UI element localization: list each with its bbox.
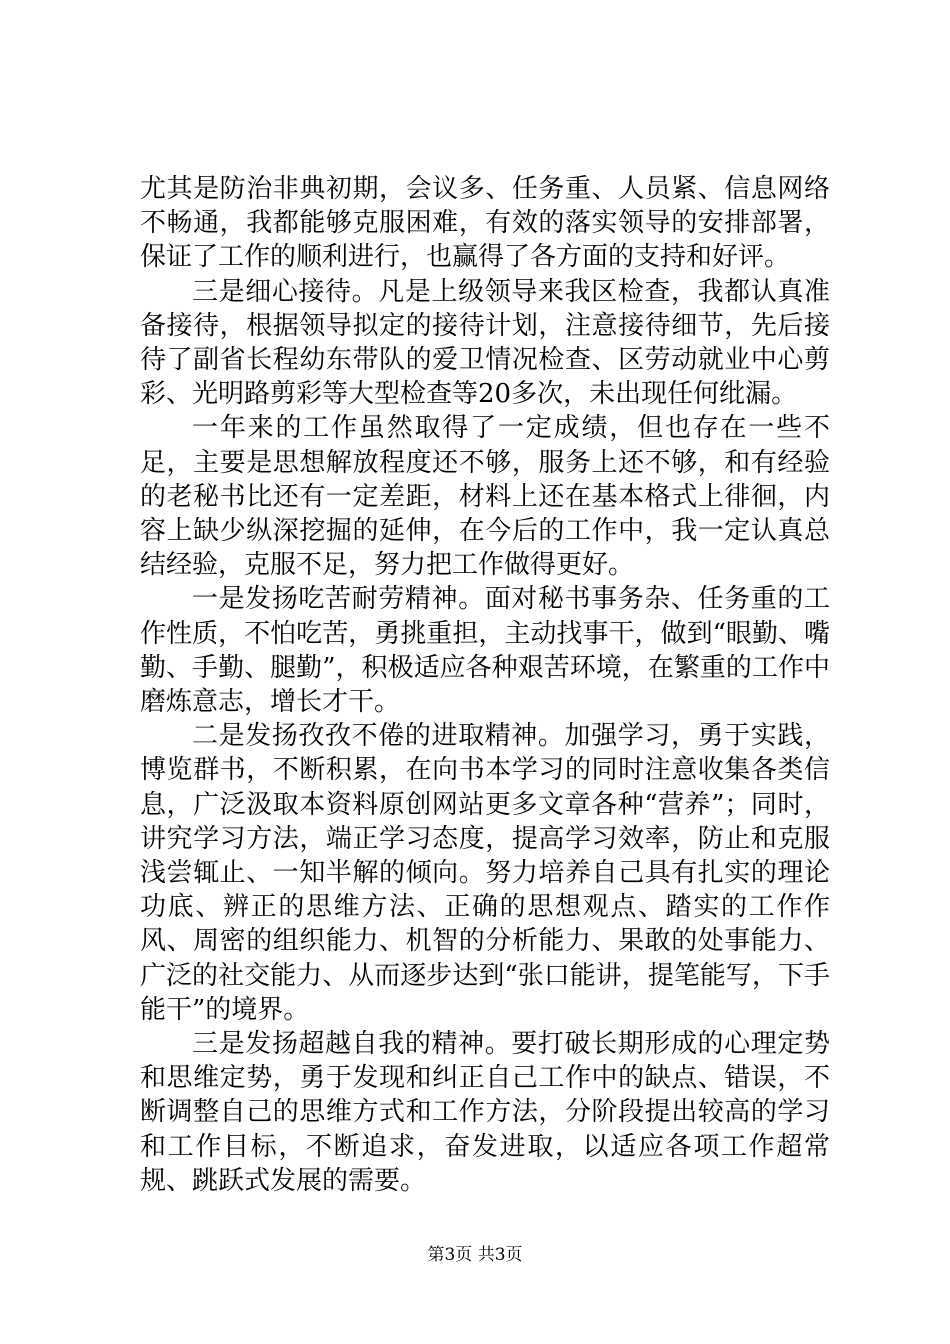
paragraph-hardwork-spirit: 一是发扬吃苦耐劳精神。面对秘书事务杂、任务重的工作性质，不怕吃苦，勇挑重担，主动找事干，做到“眼勤、嘴勤、手勤、腿勤”，积极适应各种艰苦环境，在繁重的工作中磨炼意志，增长才干。 xyxy=(140,584,830,718)
paragraph-continuation: 尤其是防治非典初期，会议多、任务重、人员紧、信息网络不畅通，我都能够克服困难，有效的落实领导的安排部署，保证了工作的顺利进行，也赢得了各方面的支持和好评。 xyxy=(140,174,830,273)
paragraph-shortcomings: 一年来的工作虽然取得了一定成绩，但也存在一些不足，主要是思想解放程度还不够，服务上还不够，和有经验的老秘书比还有一定差距，材料上还在基本格式上徘徊，内容上缺少纵深挖掘的延伸，在今后的工作中，我一定认真总结经验，克服不足，努力把工作做得更好。 xyxy=(140,413,830,581)
paragraph-learning-spirit: 二是发扬孜孜不倦的进取精神。加强学习，勇于实践，博览群书，不断积累，在向书本学习的同时注意收集各类信息，广泛汲取本资料原创网站更多文章各种“营养”；同时，讲究学习方法，端正学习态度，提高学习效率，防止和克服浅尝辄止、一知半解的倾向。努力培养自己具有扎实的理论功底、辨正的思维方法、正确的思想观点、踏实的工作作风、周密的组织能力、机智的分析能力、果敢的处事能力、广泛的社交能力、从而逐步达到“张口能讲，提笔能写，下手能干”的境界。 xyxy=(140,721,830,1025)
paragraph-reception: 三是细心接待。凡是上级领导来我区检查，我都认真准备接待，根据领导拟定的接待计划，注意接待细节，先后接待了副省长程幼东带队的爱卫情况检查、区劳动就业中心剪彩、光明路剪彩等大型检查等20多次，未出现任何纰漏。 xyxy=(140,276,830,410)
paragraph-self-surpass-spirit: 三是发扬超越自我的精神。要打破长期形成的心理定势和思维定势，勇于发现和纠正自己工作中的缺点、错误，不断调整自己的思维方式和工作方法，分阶段提出较高的学习和工作目标，不断追求，奋发进取，以适应各项工作超常规、跳跃式发展的需要。 xyxy=(140,1029,830,1196)
document-body xyxy=(140,172,830,1198)
page-footer: 第3页 共3页 xyxy=(427,1245,523,1265)
